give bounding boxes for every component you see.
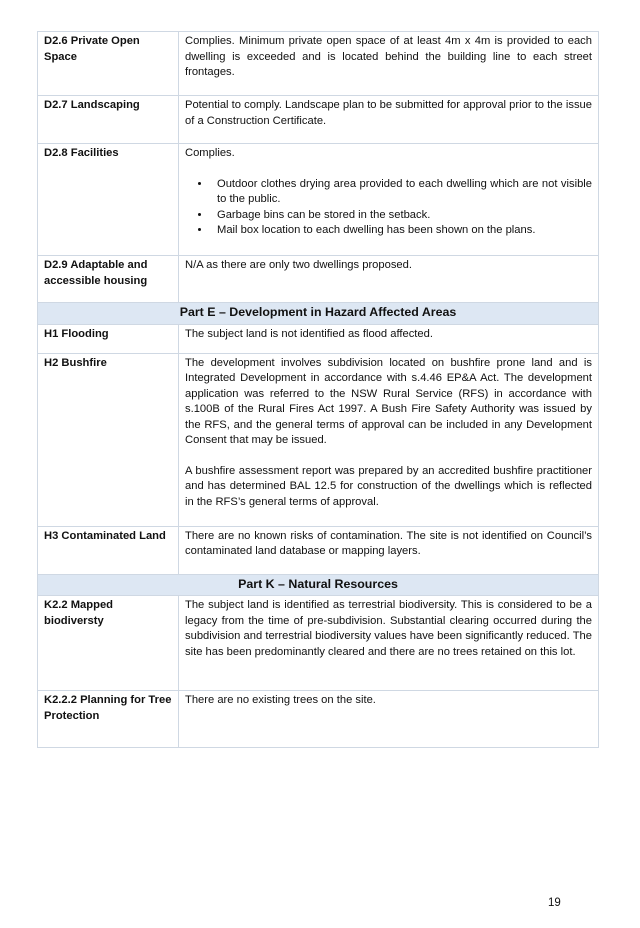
table-row	[38, 256, 599, 303]
row-content-intro: Complies.	[185, 147, 235, 159]
row-content: There are no known risks of contamination. The site is not identified on Council’s contaminated land database or mapping layers.	[179, 526, 599, 574]
table-row	[38, 353, 599, 526]
row-label: H3 Contaminated Land	[38, 526, 179, 574]
page-number: 19	[548, 897, 561, 909]
row-label: D2.6 Private Open Space	[38, 32, 179, 96]
table-row	[38, 144, 599, 256]
row-label: H2 Bushfire	[38, 353, 179, 526]
table-row	[38, 32, 599, 96]
table-row	[38, 96, 599, 144]
row-content	[179, 353, 599, 526]
row-content: There are no existing trees on the site.	[179, 691, 599, 748]
row-label: D2.8 Facilities	[38, 144, 179, 256]
list-item: • Garbage bins can be stored in the setback.	[211, 208, 592, 224]
section-heading: Part K – Natural Resources	[38, 574, 599, 596]
row-content: The subject land is identified as terrestrial biodiversity. This is considered to be a legacy from the time of pre-subdivision. Substantial clearing occurred during the subdivision and terrestrial biodiversity values have been significantly reduced. The site has been predominantly cleared and there are no trees retained on this lot.	[179, 596, 599, 691]
row-label: K2.2.2 Planning for Tree Protection	[38, 691, 179, 748]
row-content: The subject land is not identified as flood affected.	[179, 324, 599, 353]
row-label: H1 Flooding	[38, 324, 179, 353]
table-row	[38, 526, 599, 574]
section-header-row	[38, 303, 599, 325]
list-item: • Outdoor clothes drying area provided to each dwelling which are not visible to the public.	[211, 177, 592, 208]
paragraph: A bushfire assessment report was prepared by an accredited bushfire practitioner and has determined BAL 12.5 for construction of the dwellings which is reflected in the RFS’s general terms of approval.	[185, 464, 592, 508]
assessment-table	[37, 31, 599, 748]
row-label: D2.9 Adaptable and accessible housing	[38, 256, 179, 303]
table-row	[38, 691, 599, 748]
row-content	[179, 144, 599, 256]
bullet-list	[185, 177, 592, 239]
row-content: N/A as there are only two dwellings proposed.	[179, 256, 599, 303]
section-heading: Part E – Development in Hazard Affected Areas	[38, 303, 599, 325]
section-header-row	[38, 574, 599, 596]
table-row	[38, 324, 599, 353]
row-label: D2.7 Landscaping	[38, 96, 179, 144]
row-label: K2.2 Mapped biodiversty	[38, 596, 179, 691]
row-content: Complies. Minimum private open space of at least 4m x 4m is provided to each dwelling is exceeded and is located behind the building line to each street frontages.	[179, 32, 599, 96]
paragraph: The development involves subdivision located on bushfire prone land and is Integrated Development in accordance with s.4.46 EP&A Act. The development application was referred to the NSW Rural Service (RFS) in accordance with s.100B of the Rural Fires Act 1997. A Bush Fire Safety Authority was issued by the RFS, and the general terms of approval can be included in any Development Consent that may be issued.	[185, 356, 592, 446]
table-row	[38, 596, 599, 691]
list-item: • Mail box location to each dwelling has been shown on the plans.	[211, 223, 592, 239]
row-content: Potential to comply. Landscape plan to be submitted for approval prior to the issue of a Construction Certificate.	[179, 96, 599, 144]
